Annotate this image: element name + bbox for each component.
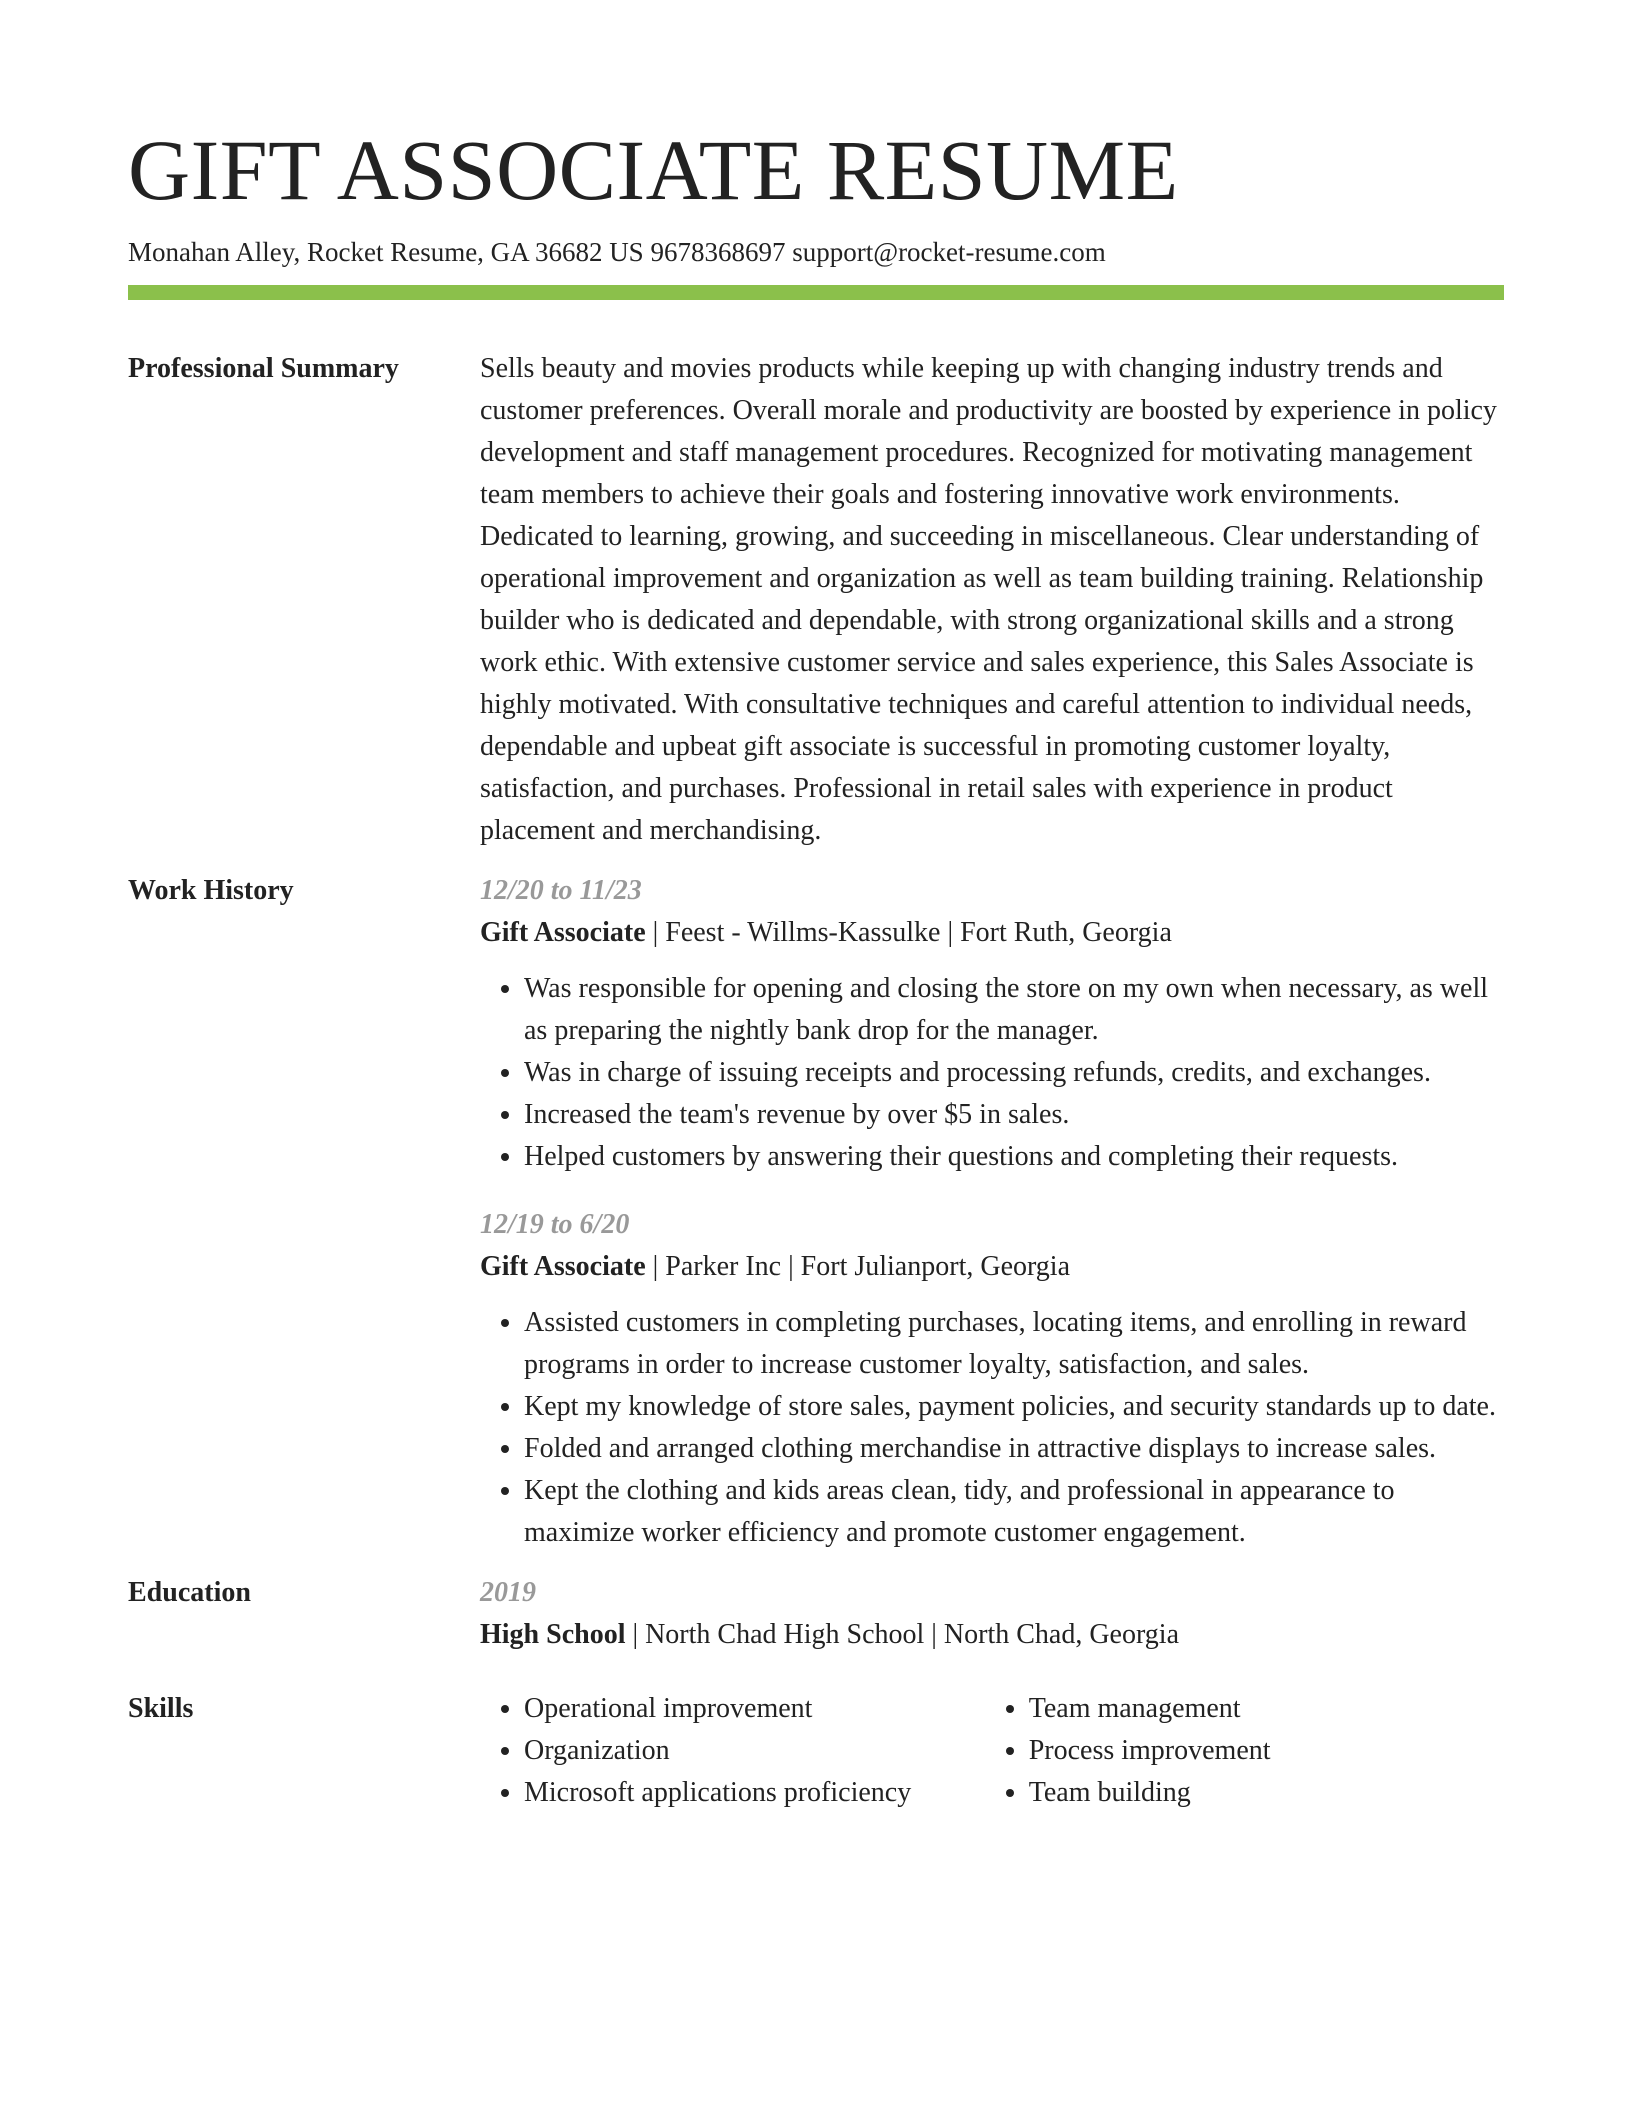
skills-section bbox=[128, 1688, 1504, 1814]
job-dates: 12/19 to 6/20 bbox=[480, 1209, 630, 1240]
job-duties-list bbox=[480, 1302, 1504, 1554]
work-history-body bbox=[480, 870, 1504, 1554]
education-degree: High School bbox=[480, 1619, 626, 1650]
summary-text: Sells beauty and movies products while keeping up with changing industry trends and customer preferences. Overall morale and productivity are boosted by experience in policy development and staff management procedures. Recognized for motivating management team members to achieve their goals and fostering innovative work environments. Dedicated to learning, growing, and succeeding in miscellaneous. Clear understanding of operational improvement and organization as well as team building training. Relationship builder who is dedicated and dependable, with strong organizational skills and a strong work ethic. With extensive customer service and sales experience, this Sales Associate is highly motivated. With consultative techniques and careful attention to individual needs, dependable and upbeat gift associate is successful in promoting customer loyalty, satisfaction, and purchases. Professional in retail sales with experience in product placement and merchandising. bbox=[480, 353, 1497, 846]
work-history-heading: Work History bbox=[128, 875, 294, 906]
skill-item: • Microsoft applications proficiency bbox=[524, 1772, 985, 1814]
resume-title: GIFT ASSOCIATE RESUME bbox=[128, 122, 1179, 218]
job-company-location: | Parker Inc | Fort Julianport, Georgia bbox=[645, 1251, 1071, 1282]
list-item: • Helped customers by answering their questions and completing their requests. bbox=[524, 1136, 1504, 1178]
job-duties-list bbox=[480, 968, 1504, 1178]
education-body bbox=[480, 1572, 1504, 1656]
skills-grid bbox=[480, 1688, 1504, 1814]
education-year: 2019 bbox=[480, 1577, 536, 1608]
skills-heading: Skills bbox=[128, 1693, 194, 1724]
education-line bbox=[480, 1614, 1504, 1656]
job-title-line bbox=[480, 1246, 1504, 1288]
job-company-location: | Feest - Willms-Kassulke | Fort Ruth, Georgia bbox=[645, 917, 1172, 948]
work-history-section bbox=[128, 870, 1504, 1554]
summary-heading: Professional Summary bbox=[128, 353, 399, 384]
job-title-line bbox=[480, 912, 1504, 954]
header-divider bbox=[128, 285, 1504, 300]
job-role: Gift Associate bbox=[480, 917, 646, 948]
list-item: • Was responsible for opening and closing the store on my own when necessary, as well as preparing the nightly bank drop for the manager. bbox=[524, 968, 1504, 1052]
list-item: • Assisted customers in completing purchases, locating items, and enrolling in reward programs in order to increase customer loyalty, satisfaction, and sales. bbox=[524, 1302, 1504, 1386]
skill-item: • Operational improvement bbox=[524, 1688, 985, 1730]
summary-section bbox=[128, 348, 1504, 852]
list-item: • Increased the team's revenue by over $5 in sales. bbox=[524, 1094, 1504, 1136]
job-role: Gift Associate bbox=[480, 1251, 646, 1282]
skills-list-left bbox=[480, 1688, 985, 1814]
skill-item: • Team building bbox=[1029, 1772, 1504, 1814]
skill-item: • Process improvement bbox=[1029, 1730, 1504, 1772]
contact-line: Monahan Alley, Rocket Resume, GA 36682 US 9678368697 support@rocket-resume.com bbox=[128, 237, 1106, 267]
skills-list-right bbox=[985, 1688, 1504, 1814]
list-item: • Kept the clothing and kids areas clean, tidy, and professional in appearance to maximize worker efficiency and promote customer engagement. bbox=[524, 1470, 1504, 1554]
job-entry bbox=[480, 1204, 1504, 1554]
list-item: • Kept my knowledge of store sales, payment policies, and security standards up to date. bbox=[524, 1386, 1504, 1428]
job-dates: 12/20 to 11/23 bbox=[480, 875, 642, 906]
list-item: • Folded and arranged clothing merchandise in attractive displays to increase sales. bbox=[524, 1428, 1504, 1470]
education-school-location: | North Chad High School | North Chad, Georgia bbox=[625, 1619, 1180, 1650]
list-item: • Was in charge of issuing receipts and processing refunds, credits, and exchanges. bbox=[524, 1052, 1504, 1094]
job-entry bbox=[480, 870, 1504, 1178]
education-section bbox=[128, 1572, 1504, 1656]
skill-item: • Team management bbox=[1029, 1688, 1504, 1730]
education-heading: Education bbox=[128, 1577, 251, 1608]
skill-item: • Organization bbox=[524, 1730, 985, 1772]
